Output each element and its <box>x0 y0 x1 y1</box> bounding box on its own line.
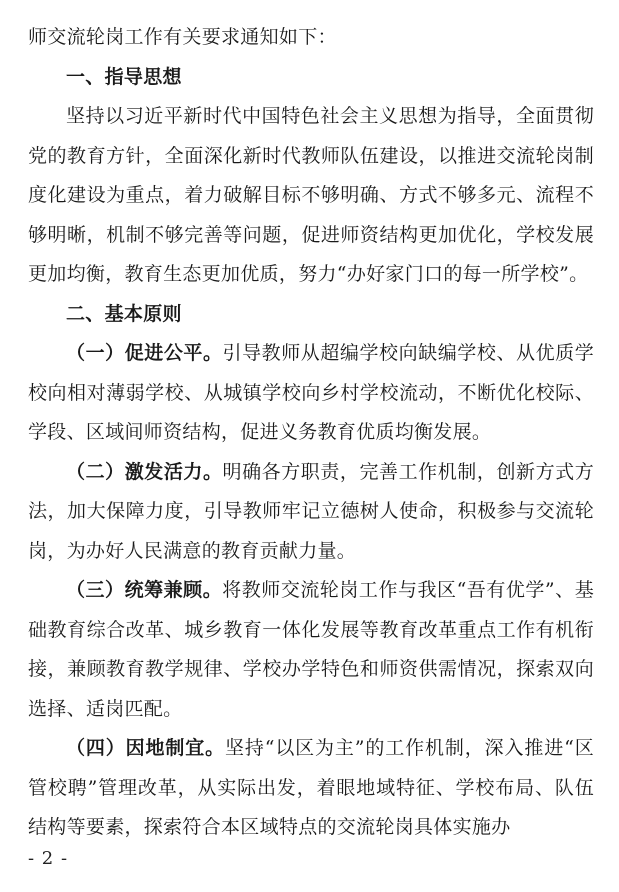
principle-2 <box>28 453 594 572</box>
page-number: - 2 - <box>28 848 69 869</box>
principle-4-body: 坚持“以区为主”的工作机制，深入推进“区管校聘”管理改革，从实际出发，着眼地域特征、学校布局、队伍结构等要素，探索符合本区域特点的交流轮岗具体实施办 <box>28 737 594 838</box>
document-page <box>28 18 594 848</box>
principle-3-body: 将教师交流轮岗工作与我区“吾有优学”、基础教育综合改革、城乡教育一体化发展等教育改革重点工作有机衔接，兼顾教育教学规律、学校办学特色和师资供需情况，探索双向选择、适岗匹配。 <box>28 579 594 720</box>
principle-3 <box>28 571 594 729</box>
principle-1-lead: （一）促进公平。 <box>66 342 223 364</box>
section2-heading: 二、基本原则 <box>66 302 182 325</box>
principle-2-lead: （二）激发活力。 <box>66 460 223 483</box>
section1-body: 坚持以习近平新时代中国特色社会主义思想为指导，全面贯彻党的教育方针，全面深化新时代教师队伍建设，以推进交流轮岗制度化建设为重点，着力破解目标不够明确、方式不够多元、流程不够明晰，机制不够完善等问题，促进师资结构更加优化，学校发展更加均衡，教育生态更加优质，努力“办好家门口的每一所学校”。 <box>28 105 594 285</box>
section1-heading: 一、指导思想 <box>66 65 182 88</box>
principle-1 <box>28 334 594 453</box>
principle-1-body: 引导教师从超编学校向缺编学校、从优质学校向相对薄弱学校、从城镇学校向乡村学校流动，不断优化校际、学段、区域间师资结构，促进义务教育优质均衡发展。 <box>28 342 595 443</box>
intro-line: 师交流轮岗工作有关要求通知如下： <box>28 26 337 48</box>
principle-3-lead: （三）统筹兼顾。 <box>66 579 223 601</box>
principle-4 <box>28 729 594 848</box>
principle-2-body: 明确各方职责，完善工作机制，创新方式方法，加大保障力度，引导教师牢记立德树人使命，积极参与交流轮岗，为办好人民满意的教育贡献力量。 <box>28 460 595 562</box>
principle-4-lead: （四）因地制宜。 <box>66 737 225 759</box>
